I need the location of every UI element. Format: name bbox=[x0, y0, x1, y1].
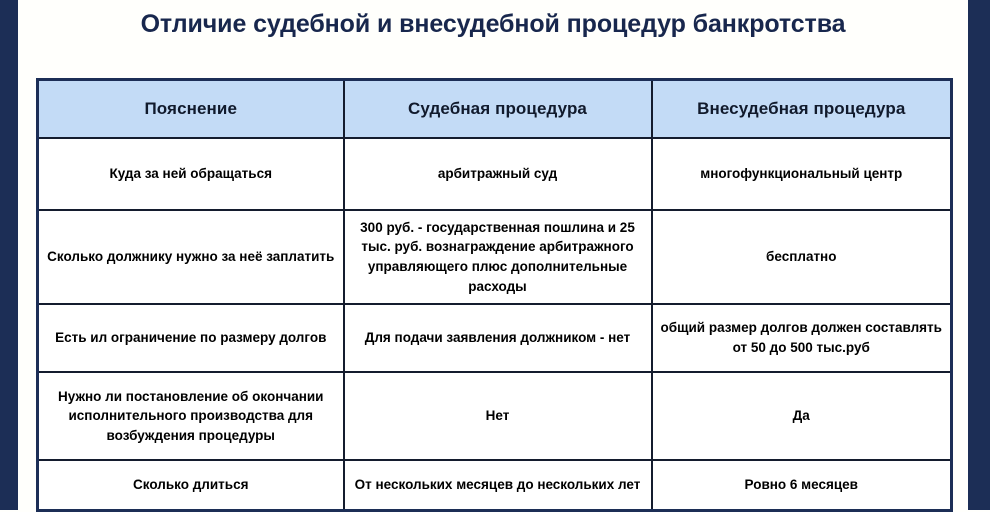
table-row bbox=[38, 372, 952, 460]
page-title: Отличие судебной и внесудебной процедур банкротства bbox=[140, 10, 846, 38]
cell-judicial: Для подачи заявления должником - нет bbox=[344, 304, 652, 372]
right-edge-stripe bbox=[968, 0, 990, 510]
table-header bbox=[38, 80, 952, 139]
column-header-judicial: Судебная процедура bbox=[344, 80, 652, 139]
cell-extrajudicial: многофункциональный центр bbox=[652, 138, 952, 210]
comparison-table-container bbox=[36, 78, 948, 512]
table-row bbox=[38, 460, 952, 511]
cell-extrajudicial: общий размер долгов должен составлять от 50 до 500 тыс.руб bbox=[652, 304, 952, 372]
table-row bbox=[38, 210, 952, 304]
cell-judicial: арбитражный суд bbox=[344, 138, 652, 210]
cell-explanation: Куда за ней обращаться bbox=[38, 138, 344, 210]
cell-explanation: Сколько должнику нужно за неё заплатить bbox=[38, 210, 344, 304]
cell-extrajudicial: бесплатно bbox=[652, 210, 952, 304]
table-header-row bbox=[38, 80, 952, 139]
cell-extrajudicial: Ровно 6 месяцев bbox=[652, 460, 952, 511]
slide-canvas bbox=[18, 0, 968, 510]
column-header-explanation: Пояснение bbox=[38, 80, 344, 139]
table-body bbox=[38, 138, 952, 511]
cell-explanation: Есть ил ограничение по размеру долгов bbox=[38, 304, 344, 372]
column-header-extrajudicial: Внесудебная процедура bbox=[652, 80, 952, 139]
cell-explanation: Сколько длиться bbox=[38, 460, 344, 511]
cell-judicial: Нет bbox=[344, 372, 652, 460]
left-edge-stripe bbox=[0, 0, 18, 510]
cell-explanation: Нужно ли постановление об окончании исполнительного производства для возбуждения процедуры bbox=[38, 372, 344, 460]
cell-judicial: 300 руб. - государственная пошлина и 25 тыс. руб. вознаграждение арбитражного управляющего плюс дополнительные расходы bbox=[344, 210, 652, 304]
cell-judicial: От нескольких месяцев до нескольких лет bbox=[344, 460, 652, 511]
cell-extrajudicial: Да bbox=[652, 372, 952, 460]
table-row bbox=[38, 138, 952, 210]
comparison-table bbox=[36, 78, 953, 512]
table-row bbox=[38, 304, 952, 372]
